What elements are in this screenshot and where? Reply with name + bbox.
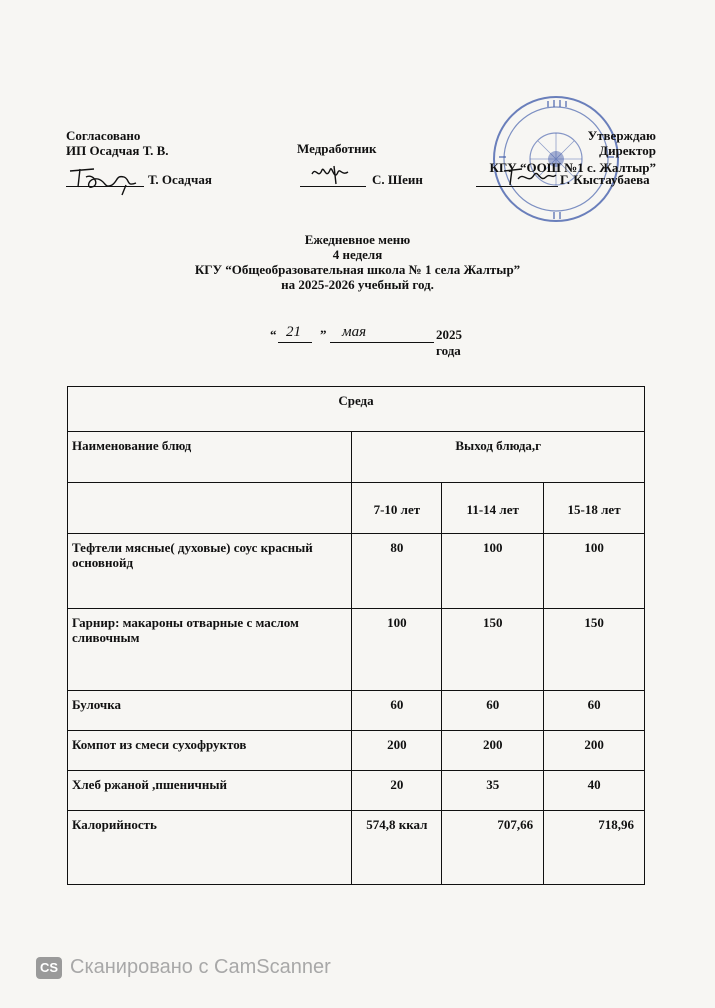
title-line-4: на 2025-2026 учебный год. bbox=[281, 277, 434, 292]
dish-value: 150 bbox=[544, 609, 645, 691]
day-cell: Среда bbox=[68, 387, 645, 432]
date-month: мая bbox=[342, 324, 367, 340]
dish-value: 20 bbox=[352, 771, 442, 811]
table-row bbox=[68, 691, 645, 731]
title-line-3: КГУ “Общеобразовательная школа № 1 села Жалтыр” bbox=[194, 262, 521, 277]
table-row bbox=[68, 731, 645, 771]
agreed-label: Согласовано bbox=[66, 128, 141, 143]
dish-value: 150 bbox=[442, 609, 544, 691]
dish-value: 574,8 ккал bbox=[352, 811, 442, 885]
dish-value: 35 bbox=[442, 771, 544, 811]
table-day-row bbox=[68, 387, 645, 432]
agreed-signer: Т. Осадчая bbox=[148, 172, 212, 187]
dish-name: Компот из смеси сухофруктов bbox=[68, 731, 352, 771]
approve-title: Директор bbox=[599, 143, 656, 158]
medic-signature-line bbox=[300, 186, 366, 187]
date-year: 2025 года bbox=[436, 327, 462, 358]
dish-value: 707,66 bbox=[442, 811, 544, 885]
dish-value: 60 bbox=[442, 691, 544, 731]
dish-value: 200 bbox=[442, 731, 544, 771]
dish-value: 100 bbox=[544, 534, 645, 609]
title-line-2: 4 неделя bbox=[332, 247, 383, 262]
dish-name: Булочка bbox=[68, 691, 352, 731]
dish-value: 60 bbox=[544, 691, 645, 731]
camscanner-logo-icon: CS bbox=[36, 957, 62, 979]
table-header-row bbox=[68, 432, 645, 483]
date-day: 21 bbox=[286, 324, 301, 340]
table-row bbox=[68, 609, 645, 691]
dish-value: 100 bbox=[352, 609, 442, 691]
table-row bbox=[68, 811, 645, 885]
table-row bbox=[68, 771, 645, 811]
dish-name: Калорийность bbox=[68, 811, 352, 885]
col-output-header: Выход блюда,г bbox=[352, 432, 645, 483]
table-age-row bbox=[68, 483, 645, 534]
dish-name: Хлеб ржаной ,пшеничный bbox=[68, 771, 352, 811]
date-day-underline bbox=[278, 342, 312, 343]
dish-name: Тефтели мясные( духовые) соус красный основнойд bbox=[68, 534, 352, 609]
dish-value: 718,96 bbox=[544, 811, 645, 885]
approve-signer: Г. Кыстаубаева bbox=[560, 172, 650, 187]
camscanner-text: Сканировано с CamScanner bbox=[70, 956, 331, 978]
date-close-quote: ” bbox=[320, 327, 327, 342]
date-open-quote: “ bbox=[270, 327, 277, 342]
dish-value: 200 bbox=[544, 731, 645, 771]
age-cell: 11-14 лет bbox=[442, 483, 544, 534]
title-line-1: Ежедневное меню bbox=[304, 232, 411, 247]
medic-signature bbox=[308, 160, 358, 188]
agreed-signature-line bbox=[66, 186, 144, 187]
approve-label: Утверждаю bbox=[587, 128, 656, 143]
agreed-signature bbox=[66, 163, 146, 197]
dish-name: Гарнир: макароны отварные с маслом сливочным bbox=[68, 609, 352, 691]
approve-signature-line bbox=[476, 186, 558, 187]
dish-value: 80 bbox=[352, 534, 442, 609]
menu-table bbox=[67, 386, 645, 885]
age-cell: 7-10 лет bbox=[352, 483, 442, 534]
agreed-block bbox=[66, 128, 169, 158]
col-name-header: Наименование блюд bbox=[68, 432, 352, 483]
dish-value: 60 bbox=[352, 691, 442, 731]
dish-value: 40 bbox=[544, 771, 645, 811]
age-empty-cell bbox=[68, 483, 352, 534]
dish-value: 100 bbox=[442, 534, 544, 609]
table-row bbox=[68, 534, 645, 609]
medic-label: Медработник bbox=[297, 141, 377, 156]
document-title bbox=[0, 232, 715, 292]
agreed-org: ИП Осадчая Т. В. bbox=[66, 143, 169, 158]
approve-org: КГУ “ООШ №1 с. Жалтыр” bbox=[489, 160, 656, 175]
age-cell: 15-18 лет bbox=[544, 483, 645, 534]
dish-value: 200 bbox=[352, 731, 442, 771]
date-month-underline bbox=[330, 342, 434, 343]
medic-block bbox=[297, 141, 377, 156]
medic-signer: С. Шеин bbox=[372, 172, 423, 187]
camscanner-footer bbox=[36, 956, 331, 979]
